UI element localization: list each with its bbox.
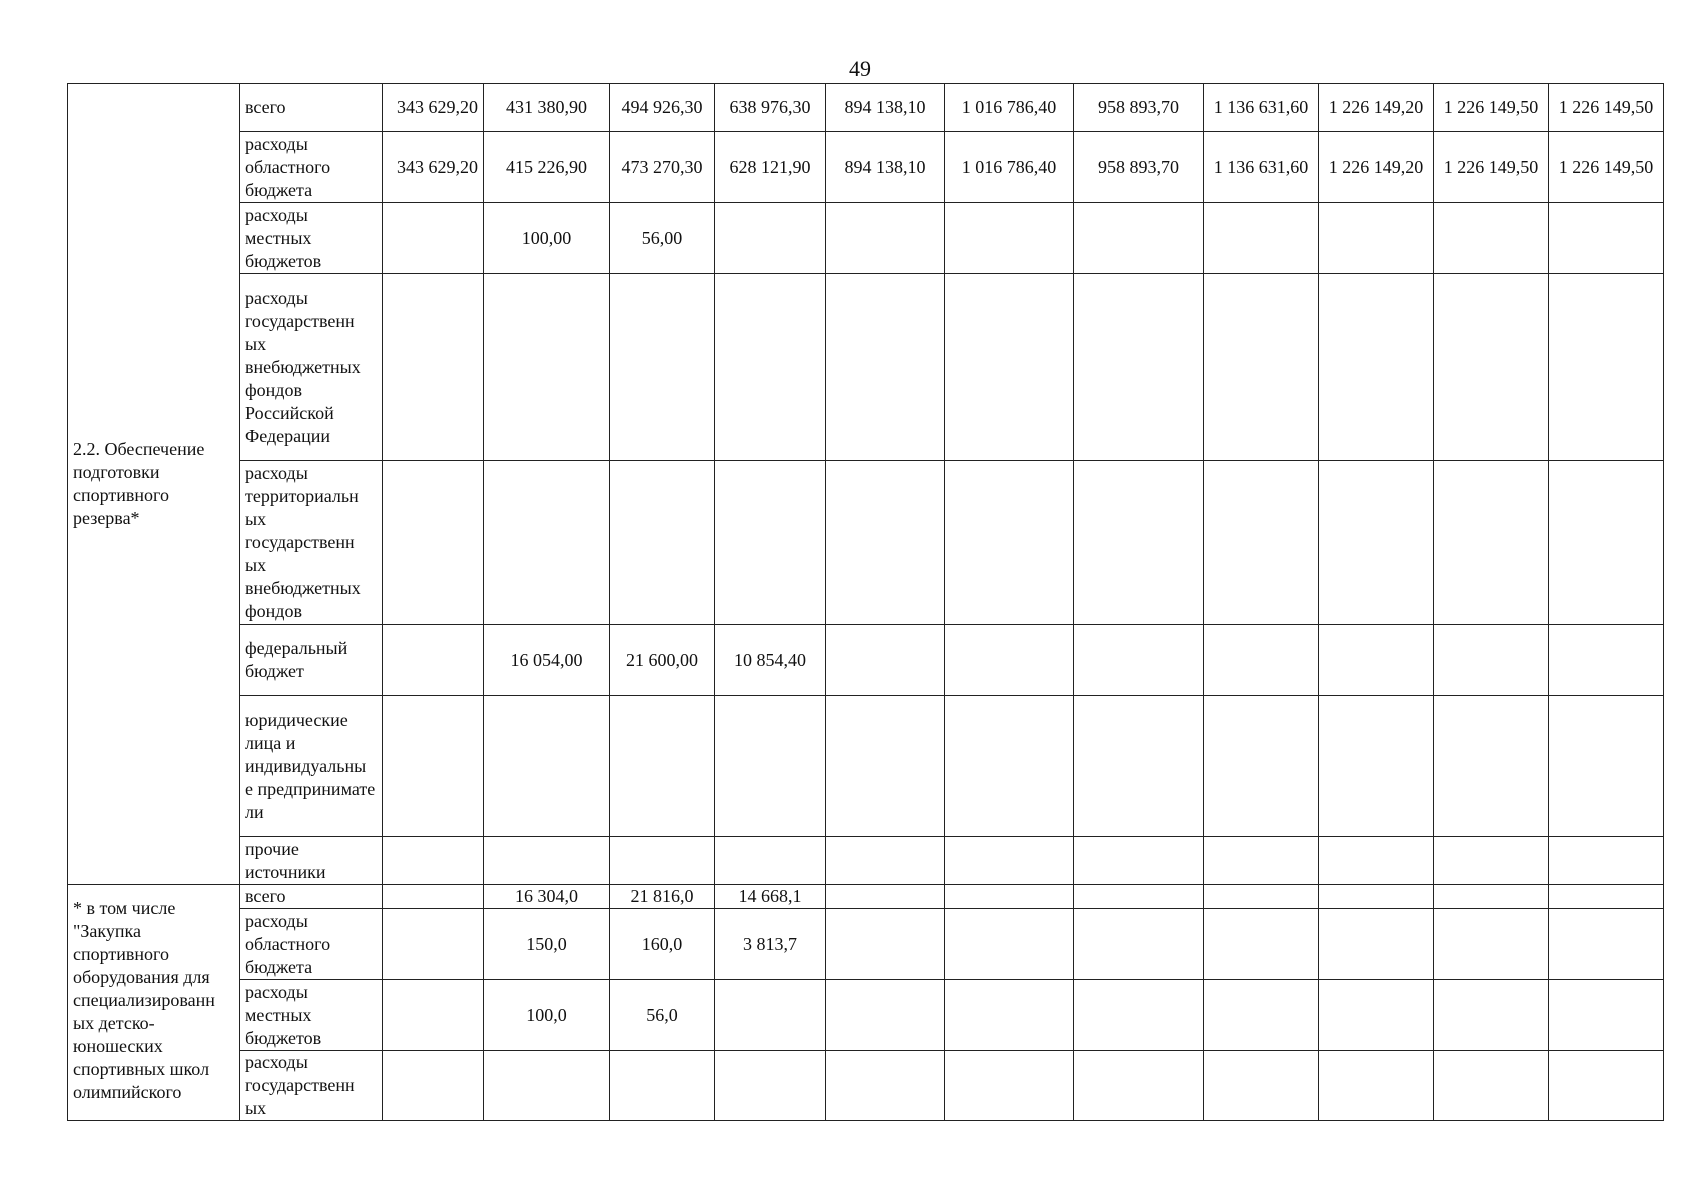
amount-cell: 100,00 — [484, 203, 610, 274]
amount-cell: 1 226 149,50 — [1434, 84, 1549, 132]
funding-source: юридические лица и индивидуальны е предпринимате ли — [240, 696, 383, 837]
amount-cell — [1319, 461, 1434, 625]
amount-cell: 958 893,70 — [1074, 132, 1204, 203]
amount-cell: 3 813,7 — [715, 909, 826, 980]
amount-cell — [1434, 696, 1549, 837]
table-row — [68, 274, 1664, 461]
amount-cell — [484, 837, 610, 885]
amount-cell — [1319, 980, 1434, 1051]
amount-cell: 56,00 — [610, 203, 715, 274]
amount-cell: 10 854,40 — [715, 625, 826, 696]
funding-source: расходы местных бюджетов — [240, 203, 383, 274]
amount-cell — [945, 837, 1074, 885]
amount-cell — [1074, 625, 1204, 696]
amount-cell — [383, 980, 484, 1051]
amount-cell — [1434, 885, 1549, 909]
amount-cell: 343 629,20 — [383, 84, 484, 132]
amount-cell — [1319, 274, 1434, 461]
amount-cell: 56,0 — [610, 980, 715, 1051]
amount-cell — [1549, 1051, 1664, 1121]
amount-cell — [1549, 885, 1664, 909]
amount-cell — [826, 625, 945, 696]
amount-cell: 21 816,0 — [610, 885, 715, 909]
funding-source: расходы местных бюджетов — [240, 980, 383, 1051]
amount-cell — [1434, 461, 1549, 625]
funding-source: расходы областного бюджета — [240, 132, 383, 203]
amount-cell — [945, 885, 1074, 909]
amount-cell — [1204, 980, 1319, 1051]
amount-cell: 1 136 631,60 — [1204, 132, 1319, 203]
amount-cell: 894 138,10 — [826, 84, 945, 132]
table-row — [68, 1051, 1664, 1121]
amount-cell: 431 380,90 — [484, 84, 610, 132]
amount-cell — [715, 980, 826, 1051]
amount-cell — [1204, 909, 1319, 980]
amount-cell — [1434, 274, 1549, 461]
amount-cell — [1204, 461, 1319, 625]
amount-cell — [826, 837, 945, 885]
amount-cell — [826, 461, 945, 625]
amount-cell — [1434, 909, 1549, 980]
amount-cell — [383, 625, 484, 696]
amount-cell — [1319, 885, 1434, 909]
amount-cell: 894 138,10 — [826, 132, 945, 203]
amount-cell: 473 270,30 — [610, 132, 715, 203]
funding-source: федеральный бюджет — [240, 625, 383, 696]
table-row — [68, 461, 1664, 625]
amount-cell — [826, 980, 945, 1051]
amount-cell — [1549, 274, 1664, 461]
page-number: 49 — [849, 56, 871, 81]
amount-cell — [1319, 625, 1434, 696]
amount-cell — [1549, 461, 1664, 625]
amount-cell — [1319, 1051, 1434, 1121]
amount-cell — [1319, 203, 1434, 274]
amount-cell — [715, 203, 826, 274]
amount-cell — [1549, 625, 1664, 696]
amount-cell — [610, 696, 715, 837]
amount-cell — [945, 274, 1074, 461]
amount-cell — [945, 696, 1074, 837]
amount-cell — [610, 274, 715, 461]
amount-cell — [383, 1051, 484, 1121]
amount-cell — [1434, 203, 1549, 274]
amount-cell — [945, 461, 1074, 625]
amount-cell — [945, 980, 1074, 1051]
table-row — [68, 696, 1664, 837]
group-title: * в том числе "Закупка спортивного оборудования для специализированн ых детско-юношеских спортивных школ олимпийского — [68, 885, 240, 1121]
amount-cell: 14 668,1 — [715, 885, 826, 909]
funding-source: всего — [240, 84, 383, 132]
amount-cell: 415 226,90 — [484, 132, 610, 203]
amount-cell: 628 121,90 — [715, 132, 826, 203]
amount-cell — [1319, 696, 1434, 837]
amount-cell — [383, 885, 484, 909]
table-row — [68, 132, 1664, 203]
amount-cell — [715, 274, 826, 461]
amount-cell — [1204, 696, 1319, 837]
amount-cell — [1319, 837, 1434, 885]
funding-source: расходы областного бюджета — [240, 909, 383, 980]
amount-cell — [610, 837, 715, 885]
amount-cell — [1074, 1051, 1204, 1121]
amount-cell — [1549, 696, 1664, 837]
amount-cell — [826, 909, 945, 980]
amount-cell: 21 600,00 — [610, 625, 715, 696]
amount-cell — [484, 1051, 610, 1121]
funding-source: всего — [240, 885, 383, 909]
amount-cell: 1 226 149,50 — [1549, 132, 1664, 203]
amount-cell — [1319, 909, 1434, 980]
table-row — [68, 885, 1664, 909]
amount-cell: 1 226 149,50 — [1549, 84, 1664, 132]
table-row — [68, 837, 1664, 885]
amount-cell — [945, 1051, 1074, 1121]
amount-cell: 1 226 149,20 — [1319, 132, 1434, 203]
amount-cell: 1 136 631,60 — [1204, 84, 1319, 132]
amount-cell: 160,0 — [610, 909, 715, 980]
amount-cell — [1074, 980, 1204, 1051]
amount-cell — [715, 696, 826, 837]
amount-cell: 343 629,20 — [383, 132, 484, 203]
amount-cell — [1074, 274, 1204, 461]
amount-cell: 100,0 — [484, 980, 610, 1051]
amount-cell — [1549, 909, 1664, 980]
amount-cell — [383, 837, 484, 885]
amount-cell — [484, 461, 610, 625]
amount-cell — [1434, 1051, 1549, 1121]
table-row — [68, 84, 1664, 132]
amount-cell — [945, 203, 1074, 274]
amount-cell — [1434, 980, 1549, 1051]
amount-cell — [1204, 837, 1319, 885]
amount-cell — [1074, 837, 1204, 885]
amount-cell — [945, 625, 1074, 696]
amount-cell — [383, 461, 484, 625]
amount-cell — [1204, 274, 1319, 461]
amount-cell — [826, 274, 945, 461]
amount-cell — [1434, 625, 1549, 696]
table-row — [68, 980, 1664, 1051]
amount-cell — [715, 837, 826, 885]
amount-cell — [383, 203, 484, 274]
amount-cell: 150,0 — [484, 909, 610, 980]
amount-cell — [1434, 837, 1549, 885]
amount-cell: 638 976,30 — [715, 84, 826, 132]
amount-cell: 494 926,30 — [610, 84, 715, 132]
amount-cell — [1074, 203, 1204, 274]
amount-cell — [1549, 980, 1664, 1051]
amount-cell: 958 893,70 — [1074, 84, 1204, 132]
table-row — [68, 203, 1664, 274]
funding-source: расходы государственн ых внебюджетных фондов Российской Федерации — [240, 274, 383, 461]
amount-cell: 16 054,00 — [484, 625, 610, 696]
funding-source: прочие источники — [240, 837, 383, 885]
funding-source: расходы территориальн ых государственн ых внебюджетных фондов — [240, 461, 383, 625]
amount-cell — [826, 203, 945, 274]
amount-cell — [1204, 1051, 1319, 1121]
amount-cell — [715, 1051, 826, 1121]
amount-cell — [1204, 625, 1319, 696]
amount-cell: 16 304,0 — [484, 885, 610, 909]
amount-cell — [610, 1051, 715, 1121]
table-row — [68, 625, 1664, 696]
amount-cell — [1074, 909, 1204, 980]
amount-cell — [826, 696, 945, 837]
amount-cell — [1074, 696, 1204, 837]
amount-cell — [1074, 885, 1204, 909]
amount-cell — [1204, 203, 1319, 274]
amount-cell — [383, 696, 484, 837]
amount-cell — [484, 274, 610, 461]
table-body — [68, 84, 1664, 1121]
amount-cell — [383, 274, 484, 461]
amount-cell — [610, 461, 715, 625]
amount-cell — [715, 461, 826, 625]
amount-cell — [1204, 885, 1319, 909]
funding-source: расходы государственн ых — [240, 1051, 383, 1121]
amount-cell — [826, 885, 945, 909]
group-title: 2.2. Обеспечение подготовки спортивного резерва* — [68, 84, 240, 885]
amount-cell — [1074, 461, 1204, 625]
amount-cell — [1549, 837, 1664, 885]
table-row — [68, 909, 1664, 980]
budget-table — [67, 83, 1664, 1121]
amount-cell — [383, 909, 484, 980]
amount-cell: 1 016 786,40 — [945, 132, 1074, 203]
amount-cell — [945, 909, 1074, 980]
amount-cell: 1 016 786,40 — [945, 84, 1074, 132]
amount-cell — [826, 1051, 945, 1121]
amount-cell: 1 226 149,50 — [1434, 132, 1549, 203]
amount-cell — [484, 696, 610, 837]
amount-cell: 1 226 149,20 — [1319, 84, 1434, 132]
amount-cell — [1549, 203, 1664, 274]
